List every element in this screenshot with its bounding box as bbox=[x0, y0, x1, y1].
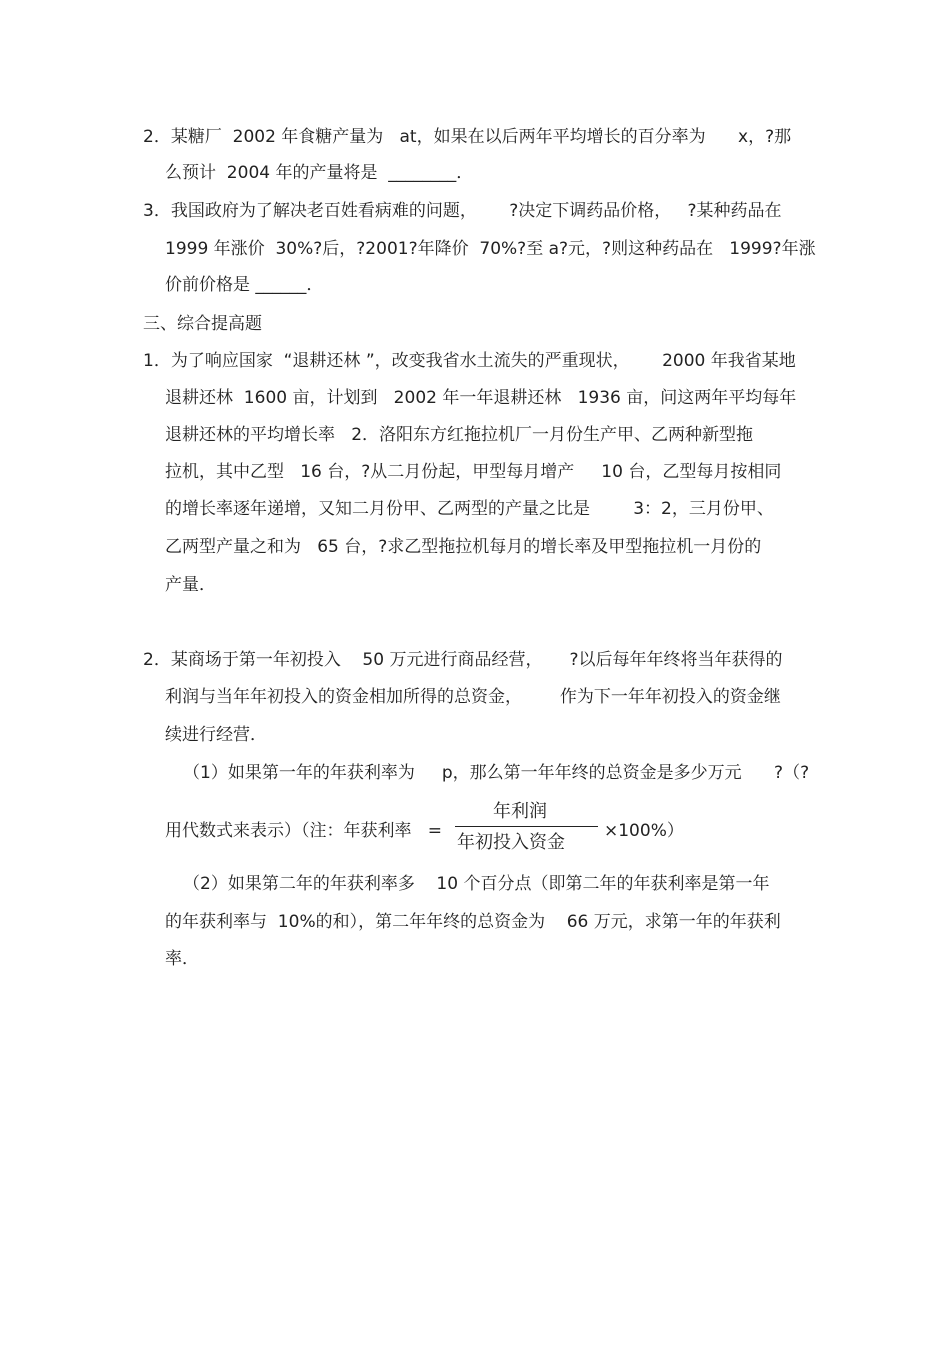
p2-sub2-line-1: （2）如果第二年的年获利率多 10 个百分点（即第二年的年获利率是第一年 bbox=[183, 874, 770, 894]
p1-line-7: 产量． bbox=[165, 575, 216, 595]
q2-line-2: 么预计 2004 年的产量将是 ________． bbox=[165, 163, 474, 183]
p2-sub2-line-3: 率． bbox=[165, 949, 199, 969]
fraction-denominator: 年初投入资金 bbox=[457, 832, 565, 853]
p1-line-3: 退耕还林的平均增长率 2．洛阳东方红拖拉机厂一月份生产甲、乙两种新型拖 bbox=[165, 425, 754, 445]
p2-sub1-line-2-prefix: 用代数式来表示）（注：年获利率 = bbox=[165, 821, 442, 841]
q3-line-2: 1999 年涨价 30%?后，?2001?年降价 70%?至 a?元，?则这种药品在 1999?年涨 bbox=[165, 239, 816, 259]
q3-line-3: 价前价格是 ______． bbox=[165, 275, 324, 295]
p1-line-5: 的增长率逐年递增，又知二月份甲、乙两型的产量之比是 3：2，三月份甲、 bbox=[165, 499, 774, 519]
p1-line-2: 退耕还林 1600 亩，计划到 2002 年一年退耕还林 1936 亩，问这两年平均每年 bbox=[165, 388, 797, 408]
q2-line-1: 2．某糖厂 2002 年食糖产量为 at，如果在以后两年平均增长的百分率为 x，?那 bbox=[143, 127, 792, 147]
p2-sub1-line-2-suffix: ×100%） bbox=[604, 821, 684, 841]
fraction-bar bbox=[455, 826, 598, 827]
p1-line-6: 乙两型产量之和为 65 台，?求乙型拖拉机每月的增长率及甲型拖拉机一月份的 bbox=[165, 537, 762, 557]
p2-line-1: 2．某商场于第一年初投入 50 万元进行商品经营， ?以后每年年终将当年获得的 bbox=[143, 650, 783, 670]
fraction-numerator: 年利润 bbox=[493, 801, 547, 822]
p2-line-3: 续进行经营． bbox=[165, 725, 267, 745]
p1-line-4: 拉机，其中乙型 16 台，?从二月份起，甲型每月增产 10 台，乙型每月按相同 bbox=[165, 462, 782, 482]
p1-line-1: 1．为了响应国家 “退耕还林 ”，改变我省水土流失的严重现状， 2000 年我省某地 bbox=[143, 351, 796, 371]
p2-sub2-line-2: 的年获利率与 10%的和），第二年年终的总资金为 66 万元，求第一年的年获利 bbox=[165, 912, 781, 932]
p2-sub1-line-1: （1）如果第一年的年获利率为 p，那么第一年年终的总资金是多少万元 ?（? bbox=[183, 763, 810, 783]
p2-line-2: 利润与当年年初投入的资金相加所得的总资金， 作为下一年年初投入的资金继 bbox=[165, 687, 781, 707]
q3-line-1: 3．我国政府为了解决老百姓看病难的问题， ?决定下调药品价格， ?某种药品在 bbox=[143, 201, 782, 221]
section-title: 三、综合提高题 bbox=[143, 314, 262, 334]
